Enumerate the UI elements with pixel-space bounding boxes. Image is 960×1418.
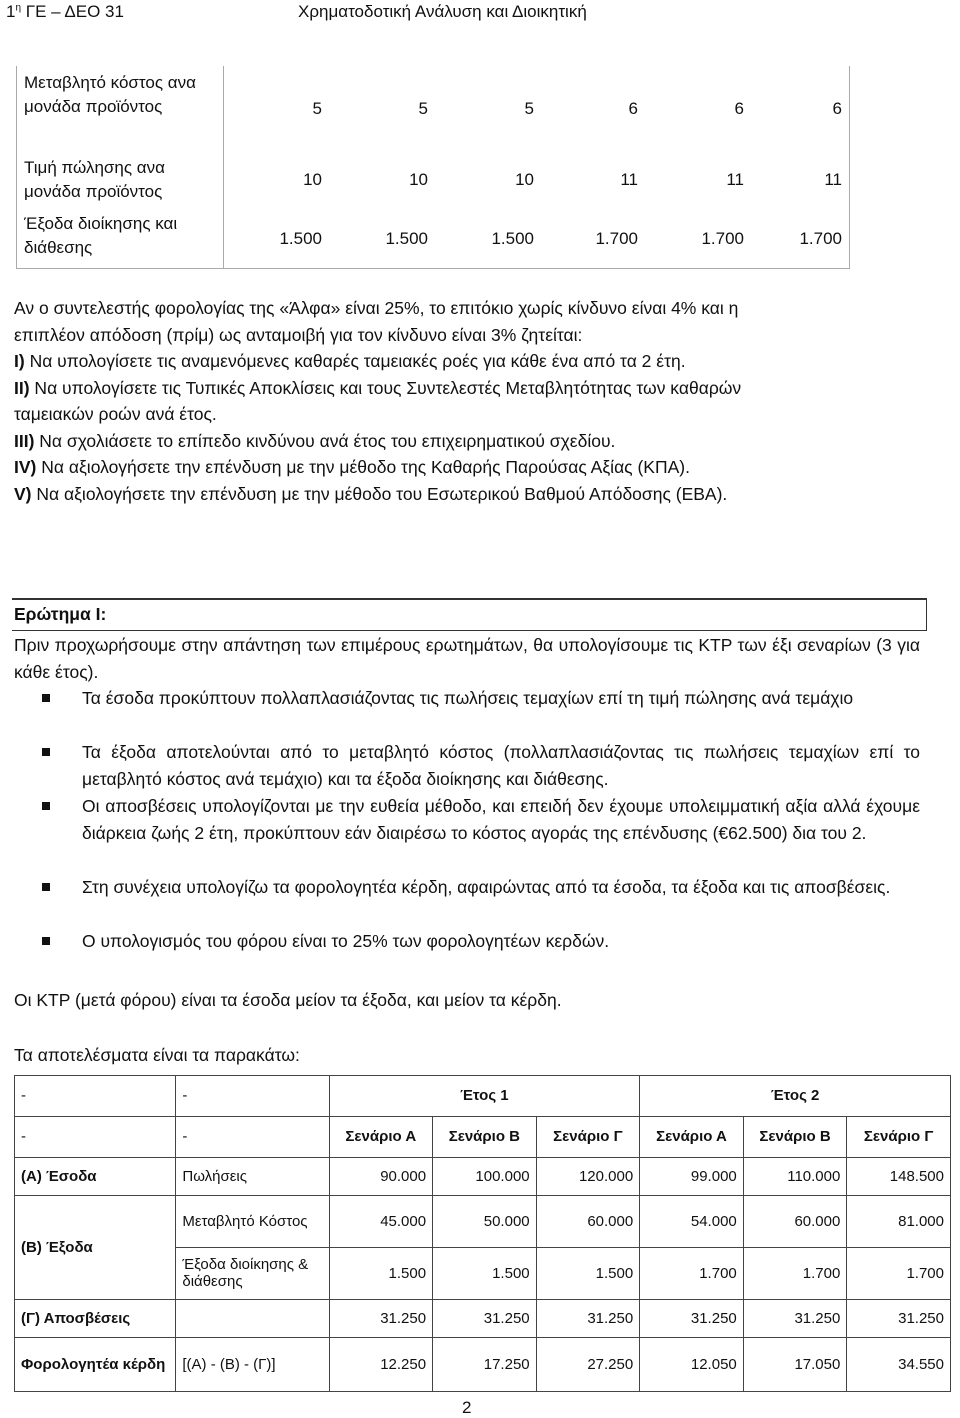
- page-number: 2: [462, 1398, 472, 1417]
- bullet-square-icon: [42, 748, 50, 756]
- answer-heading-box: [12, 598, 927, 631]
- bullet-item: Ο υπολογισμός του φόρου είναι το 25% των φορολογητέων κερδών.: [82, 931, 610, 951]
- top-row-label: Μεταβλητό κόστος ανα μονάδα προϊόντος: [24, 73, 196, 116]
- table-row: Φορολογητέα κέρδη [(Α) - (Β) - (Γ)] 12.250 17.250 27.250 12.050 17.050 34.550: [15, 1338, 951, 1392]
- top-row-label: Έξοδα διοίκησης και διάθεσης: [24, 214, 178, 257]
- bullet-square-icon: [42, 883, 50, 891]
- bullet-item: Στη συνέχεια υπολογίζω τα φορολογητέα κέρδη, αφαιρώντας από τα έσοδα, τα έξοδα και τις αποσβέσεις.: [82, 877, 891, 897]
- problem-text: Αν ο συντελεστής φορολογίας της «Άλφα» είναι 25%, το επιτόκιο χωρίς κίνδυνο είναι 4% και η επιπλέον απόδοση (πρίμ) ως ανταμοιβή για τον κίνδυνο είναι 3% ζητείται: I) Να υπολογίσετε τις αναμενόμενες καθαρές ταμειακές ροές για κάθε ένα από τα 2 έτη. II) Να υπολογίσετε τις Τυπικές Αποκλίσεις και τους Συντελεστές Μεταβλητότητας των καθαρών ταμειακών ροών ανά έτος. III) Να σχολιάσετε το επίπεδο κινδύνου ανά έτος του επιχειρηματικού σχεδίου. IV) Να αξιολογήσετε την επένδυση με την μέθοδο της Καθαρής Παρούσας Αξίας (ΚΠΑ). V) Να αξιολογήσετε την επένδυση με την μέθοδο του Εσωτερικού Βαθμού Απόδοσης (ΕΒΑ).: [14, 298, 742, 504]
- bullet-item: Οι αποσβέσεις υπολογίζονται με την ευθεία μέθοδο, και επειδή δεν έχουμε υπολειμματική αξία αλλά έχουμε διάρκεια ζωής 2 έτη, προκύπτουν εάν διαιρέσω το κόστος αγοράς της επένδυσης (€62.500) δια του 2.: [82, 796, 920, 843]
- results-table: [14, 1075, 951, 1392]
- table-row: (Β) Έξοδα Μεταβλητό Κόστος 45.000 50.000 60.000 54.000 60.000 81.000: [15, 1196, 951, 1248]
- table-row: (Α) Έσοδα Πωλήσεις 90.000 100.000 120.000 99.000 110.000 148.500: [15, 1157, 951, 1196]
- header-title: Χρηματοδοτική Ανάλυση και Διοικητική: [298, 2, 587, 21]
- table-row: - - Σενάριο Α Σενάριο Β Σενάριο Γ Σενάριο Α Σενάριο Β Σενάριο Γ: [15, 1116, 951, 1157]
- results-line: Τα αποτελέσματα είναι τα παρακάτω:: [14, 1045, 300, 1065]
- bullet-square-icon: [42, 937, 50, 945]
- answer-intro: Πριν προχωρήσουμε στην απάντηση των επιμέρους ερωτημάτων, θα υπολογίσουμε τις ΚΤΡ των έξι σεναρίων (3 για κάθε έτος).: [14, 635, 920, 682]
- bullet-square-icon: [42, 802, 50, 810]
- table-row: - - Έτος 1 Έτος 2: [15, 1076, 951, 1117]
- header-left: $1^\eta$ ΓΕ – ΔΕΟ 31: [6, 2, 124, 21]
- top-row-label: Τιμή πώλησης ανα μονάδα προϊόντος: [24, 158, 165, 201]
- bullet-item: Τα έξοδα αποτελούνται από το μεταβλητό κόστος (πολλαπλασιάζοντας τις πωλήσεις τεμαχίων επί το μεταβλητό κόστος ανά τεμάχιο) και τα έξοδα διοίκησης και διάθεσης.: [82, 742, 920, 789]
- bullet-square-icon: [42, 694, 50, 702]
- year2-header: Έτος 2: [640, 1076, 951, 1117]
- answer-heading: Ερώτημα Ι:: [14, 604, 107, 624]
- bullet-item: Τα έσοδα προκύπτουν πολλαπλασιάζοντας τις πωλήσεις τεμαχίων επί τη τιμή πώλησης ανά τεμάχιο: [82, 688, 854, 708]
- ktr-line: Οι ΚΤΡ (μετά φόρου) είναι τα έσοδα μείον τα έξοδα, και μείον τα κέρδη.: [14, 990, 562, 1010]
- table-row: (Γ) Αποσβέσεις 31.250 31.250 31.250 31.250 31.250 31.250: [15, 1299, 951, 1338]
- table-row: Έξοδα διοίκησης & διάθεσης 1.500 1.500 1.500 1.700 1.700 1.700: [15, 1247, 951, 1299]
- year1-header: Έτος 1: [329, 1076, 640, 1117]
